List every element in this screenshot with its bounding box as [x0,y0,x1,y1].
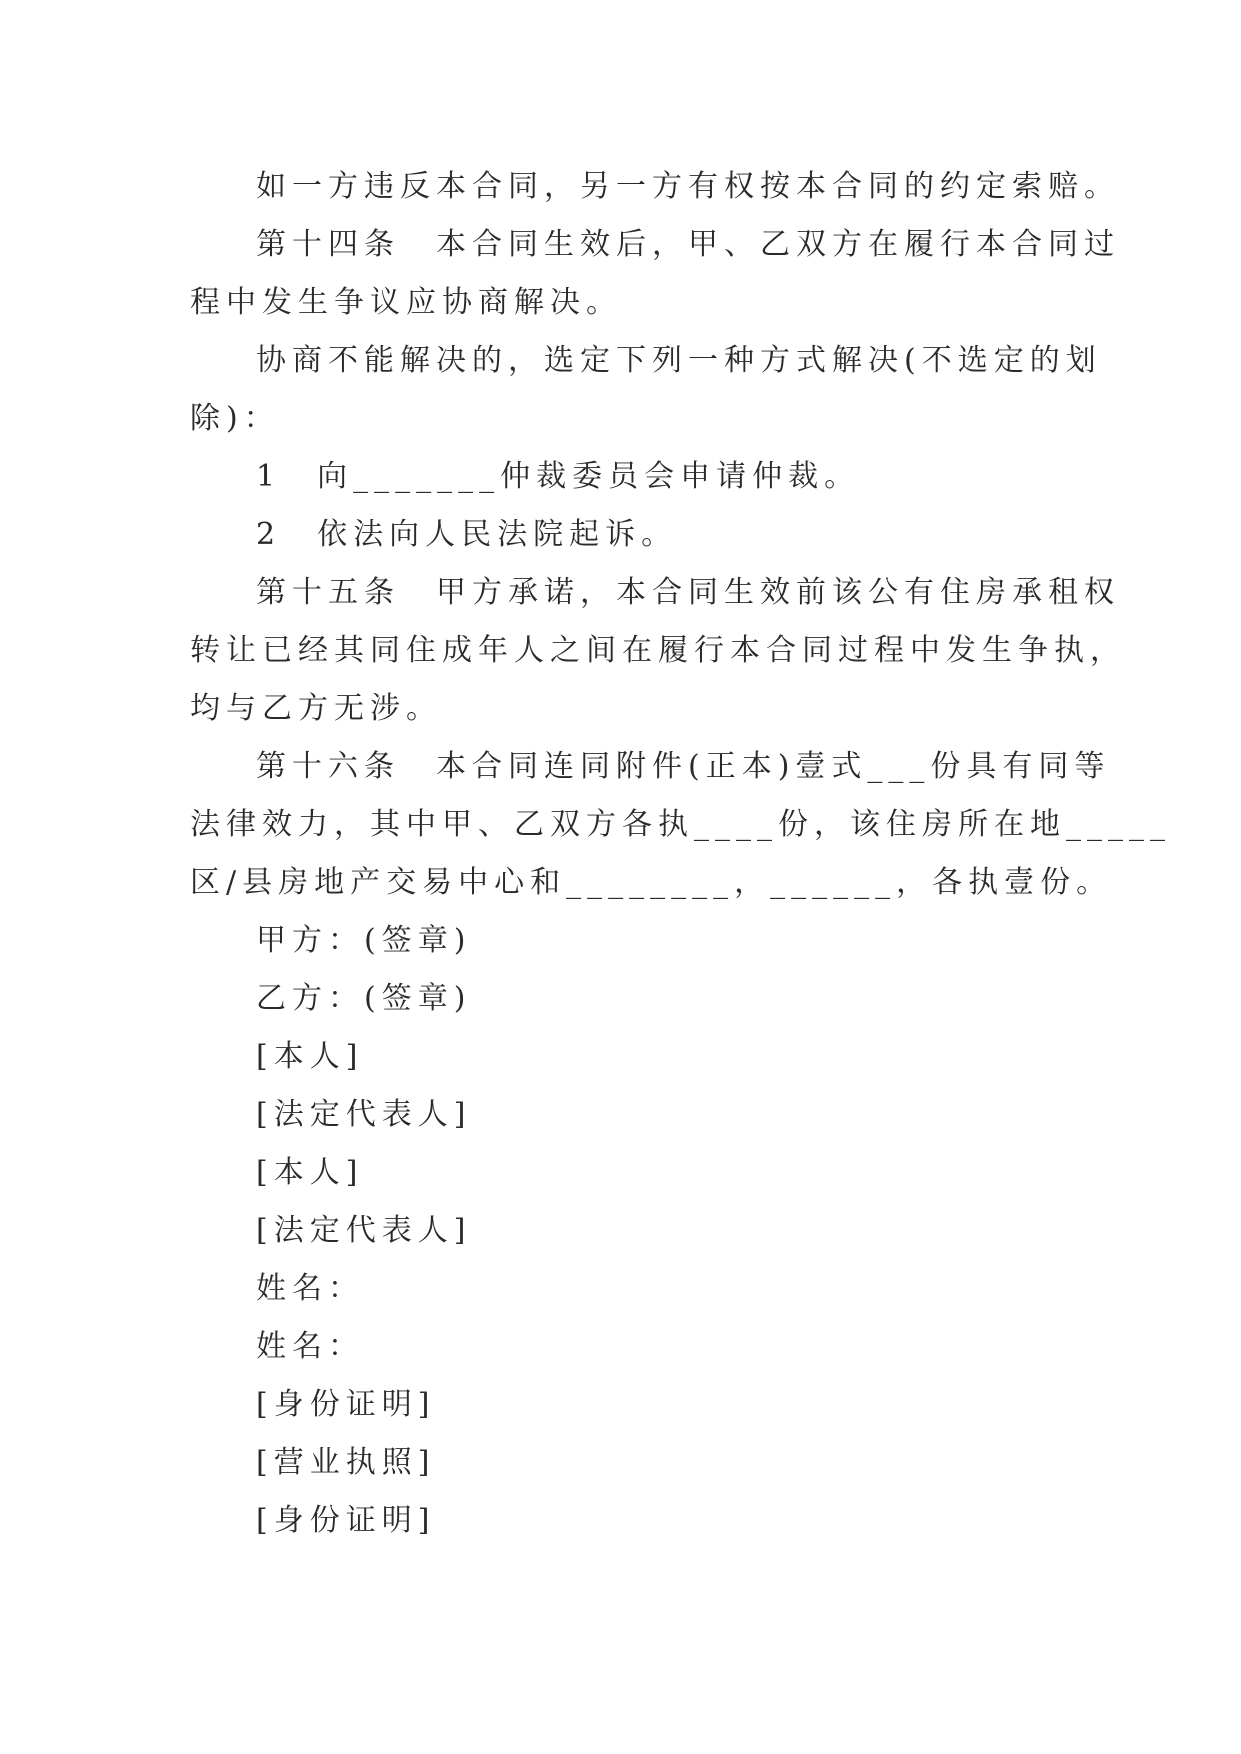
text-line: 1 向_______仲裁委员会申请仲裁。 [256,459,861,494]
text-line: 第十五条 甲方承诺，本合同生效前该公有住房承租权 [256,575,1120,610]
signature-line: [身份证明] [256,1387,436,1422]
signature-line: [本人] [256,1039,364,1074]
text-line: 第十六条 本合同连同附件(正本)壹式___份具有同等 [256,749,1111,784]
signature-line: [本人] [256,1155,364,1190]
text-line: 程中发生争议应协商解决。 [190,285,622,320]
signature-line: [法定代表人] [256,1213,472,1248]
text-line: 区/县房地产交易中心和________，______，各执壹份。 [190,865,1113,900]
signature-line: [身份证明] [256,1503,436,1538]
text-line: 第十四条 本合同生效后，甲、乙双方在履行本合同过 [256,227,1120,262]
signature-line: 姓名： [256,1329,364,1364]
text-line: 法律效力，其中甲、乙双方各执____份，该住房所在地_____ [190,807,1171,842]
text-line: 协商不能解决的，选定下列一种方式解决(不选定的划 [256,343,1102,378]
signature-line: [法定代表人] [256,1097,472,1132]
signature-line: 姓名： [256,1271,364,1306]
text-line: 均与乙方无涉。 [190,691,442,726]
signature-line: 甲方：(签章) [256,923,472,958]
text-line: 2 依法向人民法院起诉。 [256,517,678,552]
text-line: 如一方违反本合同，另一方有权按本合同的约定索赔。 [256,169,1120,204]
signature-line: [营业执照] [256,1445,436,1480]
signature-line: 乙方：(签章) [256,981,472,1016]
text-line: 转让已经其同住成年人之间在履行本合同过程中发生争执， [190,633,1126,668]
contract-text [190,158,1171,1550]
text-line: 除)： [190,401,280,436]
